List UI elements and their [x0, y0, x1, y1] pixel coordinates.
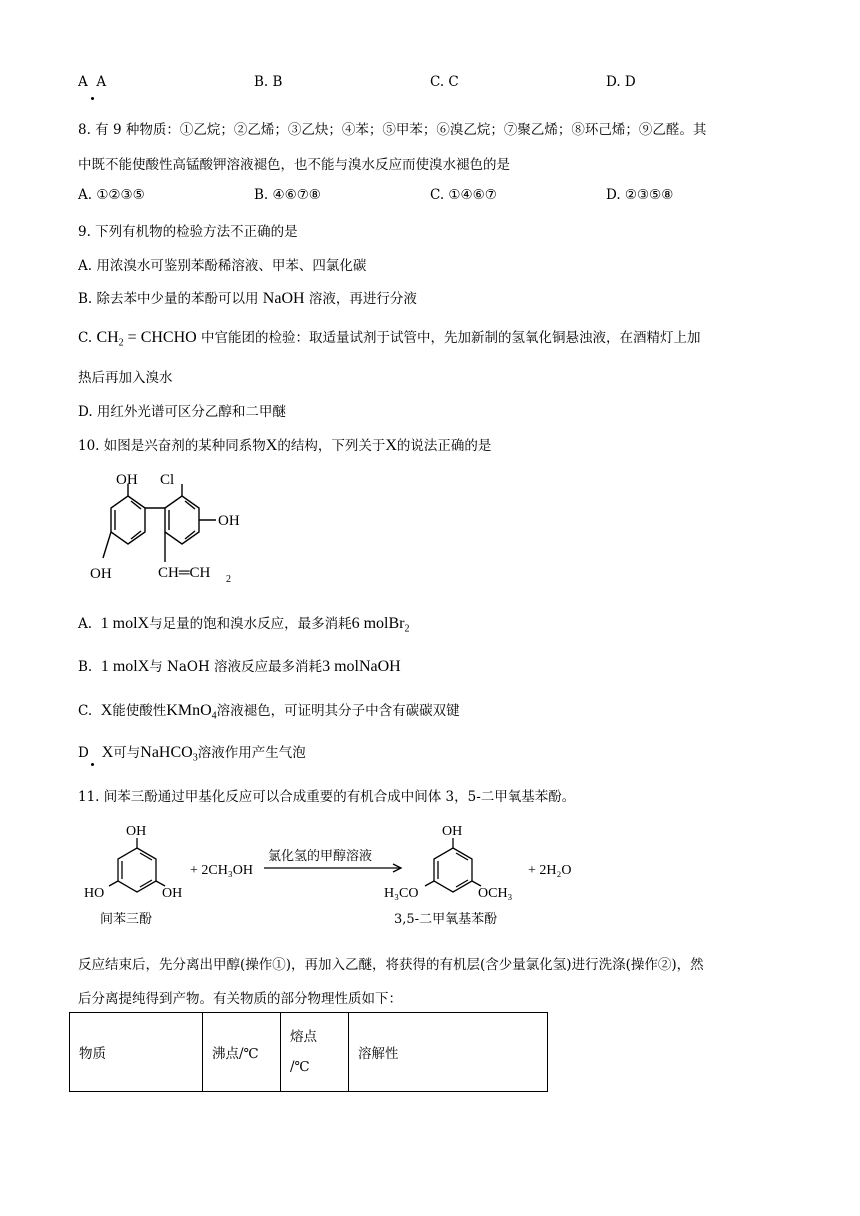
q8-option-b: B. ④⑥⑦⑧ — [254, 187, 321, 203]
q9-option-c: C. $CH_2$ = CHCHO 中官能团的检验：取适量试剂于试管中，先加新制的氢氧化铜悬浊液，在酒精灯上加 — [78, 329, 701, 349]
q11-reactant-ho-left: HO — [84, 886, 105, 901]
q11-reactant-oh-right: OH — [162, 886, 183, 901]
table-header-melting-point: 熔点 /℃ — [281, 1013, 349, 1092]
q10-vinyl-subscript: 2 — [226, 574, 231, 585]
properties-table — [69, 1012, 548, 1092]
q9-option-a: A. 用浓溴水可鉴别苯酚稀溶液、甲苯、四氯化碳 — [78, 258, 367, 274]
q8-stem-line2: 中既不能使酸性高锰酸钾溶液褪色，也不能与溴水反应而使溴水褪色的是 — [78, 157, 510, 173]
q11-stem: 11. 间苯三酚通过甲基化反应可以合成重要的有机合成中间体 3，5-二甲氧基苯酚。 — [78, 789, 576, 805]
q10-oh-right-label: OH — [218, 513, 240, 529]
q11-para-line1: 反应结束后，先分离出甲醇(操作①)，再加入乙醚，将获得的有机层(含少量氯化氢)进行洗涤(操作②)，然 — [78, 957, 704, 973]
q11-methanol-reagent: + 2CH₃OH — [190, 863, 253, 878]
q11-product-name: 3,5-二甲氧基苯酚 — [394, 912, 498, 927]
q10-option-d: D X可与NaHCO$_3$溶液作用产生气泡 — [78, 744, 306, 764]
q10-oh-bottom-label: OH — [90, 566, 112, 582]
q9-option-d: D. 用红外光谱可区分乙醇和二甲醚 — [78, 404, 286, 420]
table-header-solubility: 溶解性 — [349, 1013, 548, 1092]
q10-dot-d — [91, 763, 94, 766]
q7-option-d: D. D — [606, 74, 636, 90]
q11-product-oh-top: OH — [442, 824, 463, 839]
q10-option-a: A. 1 molX与足量的饱和溴水反应，最多消耗6 molBr$_2$ — [78, 615, 410, 635]
q11-reaction-condition: 氯化氢的甲醇溶液 — [268, 849, 373, 864]
table-header-row — [70, 1013, 548, 1092]
q10-option-c: C. X能使酸性KMnO$_4$溶液褪色，可证明其分子中含有碳碳双键 — [78, 702, 460, 722]
q10-cl-label: Cl — [160, 472, 175, 488]
q7-option-a: A A — [78, 74, 107, 90]
q11-reaction-scheme — [78, 818, 598, 936]
table-header-boiling-point: 沸点/℃ — [203, 1013, 281, 1092]
table-header-substance: 物质 — [70, 1013, 203, 1092]
q10-oh-top-label: OH — [116, 472, 138, 488]
q9-option-b: B. 除去苯中少量的苯酚可以用 NaOH 溶液，再进行分液 — [78, 290, 417, 307]
q11-water-product: + 2H₂O — [528, 863, 572, 878]
q9-option-c-line2: 热后再加入溴水 — [78, 370, 173, 386]
q7-option-b: B. B — [254, 74, 283, 90]
q10-stem: 10. 如图是兴奋剂的某种同系物X的结构，下列关于X的说法正确的是 — [78, 437, 492, 454]
q8-option-d: D. ②③⑤⑧ — [606, 187, 674, 203]
q9-stem: 9. 下列有机物的检验方法不正确的是 — [78, 224, 298, 240]
q8-stem-line1: 8. 有 9 种物质：①乙烷；②乙烯；③乙炔；④苯；⑤甲苯；⑥溴乙烷；⑦聚乙烯；⑧环己烯；⑨乙醛。其 — [78, 122, 707, 138]
q11-product-methoxy-right: OCH₃ — [478, 886, 513, 901]
q11-reactant-oh-top: OH — [126, 824, 147, 839]
q11-product-methoxy-left: H₃CO — [384, 886, 419, 901]
q8-option-c: C. ①④⑥⑦ — [430, 187, 497, 203]
q10-vinyl-label: CH═CH — [158, 565, 211, 581]
q7-dot-a — [91, 97, 94, 100]
q11-reactant-name: 间苯三酚 — [100, 912, 153, 927]
q10-option-b: B. 1 molX与 NaOH 溶液反应最多消耗3 molNaOH — [78, 658, 401, 675]
q10-molecule-structure — [78, 466, 248, 590]
q8-option-a: A. ①②③⑤ — [78, 187, 145, 203]
q7-option-c: C. C — [430, 74, 459, 90]
q11-para-line2: 后分离提纯得到产物。有关物质的部分物理性质如下： — [78, 991, 402, 1007]
